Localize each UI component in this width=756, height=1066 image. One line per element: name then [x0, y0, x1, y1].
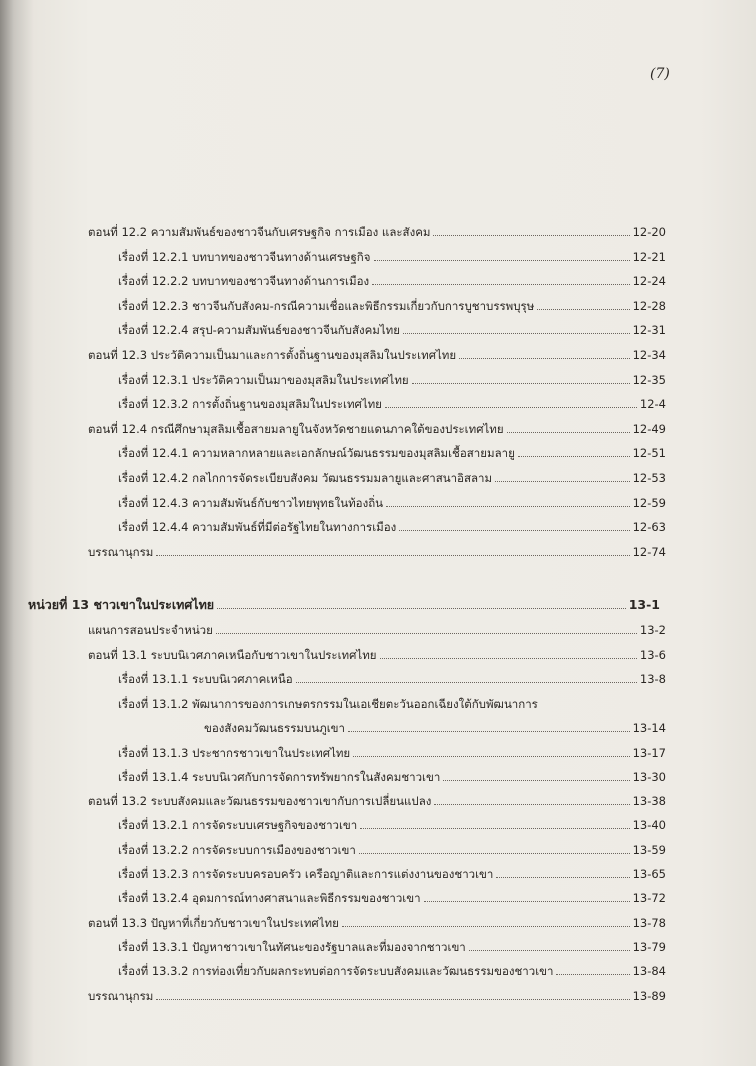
toc-entry-page: 13-84: [632, 964, 666, 979]
dot-leader: [469, 936, 630, 951]
dot-leader: [518, 442, 630, 457]
dot-leader: [156, 541, 629, 556]
dot-leader: [296, 668, 637, 683]
toc-entry: [118, 319, 666, 341]
dot-leader: [374, 246, 630, 261]
dot-leader: [424, 887, 630, 902]
toc-entry: [88, 418, 666, 440]
toc-entry-label: เรื่องที่ 12.3.2 การตั้งถิ่นฐานของมุสลิมในประเทศไทย: [118, 397, 382, 412]
toc-entry-page: 13-1: [628, 597, 660, 612]
toc-entry-page: 13-72: [632, 891, 666, 906]
dot-leader: [537, 295, 629, 310]
dot-leader: [359, 839, 630, 854]
toc-entry: [118, 467, 666, 489]
dot-leader: [507, 418, 630, 433]
toc-entry: [118, 887, 666, 909]
toc-entry: [118, 516, 666, 538]
toc-entry: [118, 766, 666, 788]
toc-entry-label: เรื่องที่ 13.2.4 อุดมการณ์ทางศาสนาและพิธีกรรมของชาวเขา: [118, 891, 421, 906]
dot-leader: [348, 717, 630, 732]
toc-entry-page: 13-17: [632, 745, 666, 760]
toc-entry-page: 12-28: [632, 298, 666, 313]
toc-entry: [118, 442, 666, 464]
toc-entry-label: เรื่องที่ 13.2.3 การจัดระบบครอบครัว เครือญาติและการแต่งงานของชาวเขา: [118, 867, 494, 881]
toc-entry-label: เรื่องที่ 12.4.4 ความสัมพันธ์ที่มีต่อรัฐไทยในทางการเมือง: [118, 520, 397, 535]
dot-leader: [443, 766, 629, 781]
toc-entry-page: 13-2: [639, 623, 666, 637]
toc-entry-page: 12-74: [632, 544, 666, 559]
toc-entry-page: 12-24: [632, 274, 666, 289]
toc-entry-label: เรื่องที่ 13.1.1 ระบบนิเวศภาคเหนือ: [118, 672, 293, 686]
toc-entry: [118, 246, 666, 268]
dot-leader: [495, 467, 630, 482]
toc-entry-label: ตอนที่ 12.4 กรณีศึกษามุสลิมเชื้อสายมลายูในจังหวัดชายแดนภาคใต้ของประเทศไทย: [88, 421, 504, 436]
dot-leader: [372, 270, 629, 285]
toc-entry-label: เรื่องที่ 13.1.3 ประชากรชาวเขาในประเทศไทย: [118, 745, 351, 760]
toc-entry-page: 12-31: [632, 323, 666, 338]
toc-entry: [118, 936, 666, 958]
toc-entry-page: 12-53: [632, 471, 666, 485]
toc-entry-page: 13-78: [632, 915, 666, 930]
toc-entry-label: เรื่องที่ 12.2.1 บทบาทของชาวจีนทางด้านเศรษฐกิจ: [118, 249, 371, 264]
toc-entry: [88, 912, 666, 934]
toc-entry-label: เรื่องที่ 13.2.1 การจัดระบบเศรษฐกิจของชาวเขา: [118, 818, 358, 833]
dot-leader: [217, 594, 626, 609]
toc-entry: [88, 790, 666, 812]
dot-leader: [459, 344, 629, 359]
toc-entry-label: เรื่องที่ 13.3.1 ปัญหาชาวเขาในทัศนะของรัฐบาลและที่มองจากชาวเขา: [118, 939, 466, 954]
toc-entry-label: บรรณานุกรม: [88, 988, 154, 1003]
toc-entry-label: เรื่องที่ 13.2.2 การจัดระบบการเมืองของชาวเขา: [118, 842, 356, 857]
dot-leader: [386, 492, 630, 507]
dot-leader: [412, 369, 630, 384]
toc-entry-label: ตอนที่ 13.3 ปัญหาที่เกี่ยวกับชาวเขาในประเทศไทย: [88, 915, 339, 930]
toc-entry-page: 13-8: [639, 672, 666, 686]
toc-entry-label-line2: ของสังคมวัฒนธรรมบนภูเขา: [204, 720, 345, 735]
toc-entry-page: 12-59: [632, 495, 666, 510]
toc-entry-page: 12-49: [632, 421, 666, 436]
dot-leader: [399, 516, 629, 531]
toc-entry: [118, 668, 666, 690]
toc-entry-label: เรื่องที่ 12.2.3 ชาวจีนกับสังคม-กรณีความเชื่อและพิธีกรรมเกี่ยวกับการบูชาบรรพบุรุษ: [118, 298, 535, 313]
toc-entry: [118, 814, 666, 836]
toc-entry: [88, 619, 666, 641]
toc-entry-page: 12-35: [632, 372, 666, 387]
dot-leader: [342, 912, 630, 927]
dot-leader: [433, 221, 629, 236]
dot-leader: [385, 393, 637, 408]
toc-entry: [118, 270, 666, 292]
toc-entry: [88, 985, 666, 1007]
toc-entry-page: 12-34: [632, 348, 666, 362]
toc-entry-label: เรื่องที่ 13.1.4 ระบบนิเวศกับการจัดการทรัพยากรในสังคมชาวเขา: [118, 769, 441, 784]
toc-entry: [88, 221, 666, 243]
toc-entry-page: 12-51: [632, 446, 666, 461]
dot-leader: [353, 742, 629, 757]
toc-entry-label: ตอนที่ 13.2 ระบบสังคมและวัฒนธรรมของชาวเขากับการเปลี่ยนแปลง: [88, 794, 432, 809]
toc-entry-page: 12-4: [639, 397, 666, 412]
toc-entry-label: เรื่องที่ 12.4.3 ความสัมพันธ์กับชาวไทยพุทธในท้องถิ่น: [118, 495, 384, 510]
toc-entry: [118, 295, 666, 317]
toc-entry-label: แผนการสอนประจำหน่วย: [88, 623, 213, 637]
toc-entry-page: 12-20: [632, 225, 666, 239]
toc-entry: [118, 393, 666, 415]
toc-entry-page: 13-6: [639, 647, 666, 662]
toc-entry-label: บรรณานุกรม: [88, 544, 154, 559]
toc-entry-page: 13-30: [632, 769, 666, 784]
dot-leader: [156, 985, 629, 1000]
dot-leader: [496, 863, 629, 878]
toc-entry: [204, 717, 666, 739]
toc-entry-page: 13-38: [632, 794, 666, 809]
toc-entry-label: ตอนที่ 12.3 ประวัติความเป็นมาและการตั้งถิ่นฐานของมุสลิมในประเทศไทย: [88, 348, 457, 362]
toc-entry: [118, 863, 666, 885]
toc-entry-label: ตอนที่ 13.1 ระบบนิเวศภาคเหนือกับชาวเขาในประเทศไทย: [88, 647, 377, 662]
toc-entry-page: 12-63: [632, 520, 666, 535]
toc-entry: [118, 960, 666, 982]
toc-entry-page: 13-65: [632, 867, 666, 881]
dot-leader: [403, 319, 630, 334]
toc-entry-page: 13-89: [632, 988, 666, 1003]
toc-entry: [118, 492, 666, 514]
page-number: (7): [650, 66, 670, 82]
dot-leader: [556, 960, 629, 975]
toc-entry-label: เรื่องที่ 12.2.4 สรุป-ความสัมพันธ์ของชาวจีนกับสังคมไทย: [118, 323, 400, 338]
dot-leader: [360, 814, 629, 829]
dot-leader: [216, 619, 637, 634]
toc-entry: [88, 644, 666, 666]
toc-entry-page: 13-79: [632, 939, 666, 954]
toc-entry-label: เรื่องที่ 12.4.2 กลไกการจัดระเบียบสังคม วัฒนธรรมมลายูและศาสนาอิสลาม: [118, 471, 493, 485]
toc-entry-label: เรื่องที่ 12.3.1 ประวัติความเป็นมาของมุสลิมในประเทศไทย: [118, 372, 409, 387]
toc-entry-page: 13-59: [632, 842, 666, 857]
toc-entry-page: 12-21: [632, 249, 666, 264]
toc-entry-label: เรื่องที่ 13.3.2 การท่องเที่ยวกับผลกระทบต่อการจัดระบบสังคมและวัฒนธรรมของชาวเขา: [118, 964, 554, 979]
toc-entry-page: 13-40: [632, 818, 666, 833]
toc-entry: [118, 839, 666, 861]
toc-entry: [88, 541, 666, 563]
toc-entry-label: เรื่องที่ 12.2.2 บทบาทของชาวจีนทางด้านการเมือง: [118, 274, 370, 289]
toc-entry: [28, 594, 660, 616]
toc-entry: [88, 344, 666, 366]
dot-leader: [380, 644, 637, 659]
toc-entry-label: หน่วยที่ 13 ชาวเขาในประเทศไทย: [28, 597, 215, 612]
toc-entry: [118, 742, 666, 764]
dot-leader: [434, 790, 629, 805]
toc-entry-label: เรื่องที่ 12.4.1 ความหลากหลายและเอกลักษณ์วัฒนธรรมของมุสลิมเชื้อสายมลายู: [118, 446, 515, 461]
toc-entry-label: ตอนที่ 12.2 ความสัมพันธ์ของชาวจีนกับเศรษฐกิจ การเมือง และสังคม: [88, 225, 431, 239]
toc-entry: [118, 369, 666, 391]
toc-entry-page: 13-14: [632, 720, 666, 735]
toc-entry-label-line1: เรื่องที่ 13.1.2 พัฒนาการของการเกษตรกรรมในเอเชียตะวันออกเฉียงใต้กับพัฒนาการ: [118, 696, 538, 711]
